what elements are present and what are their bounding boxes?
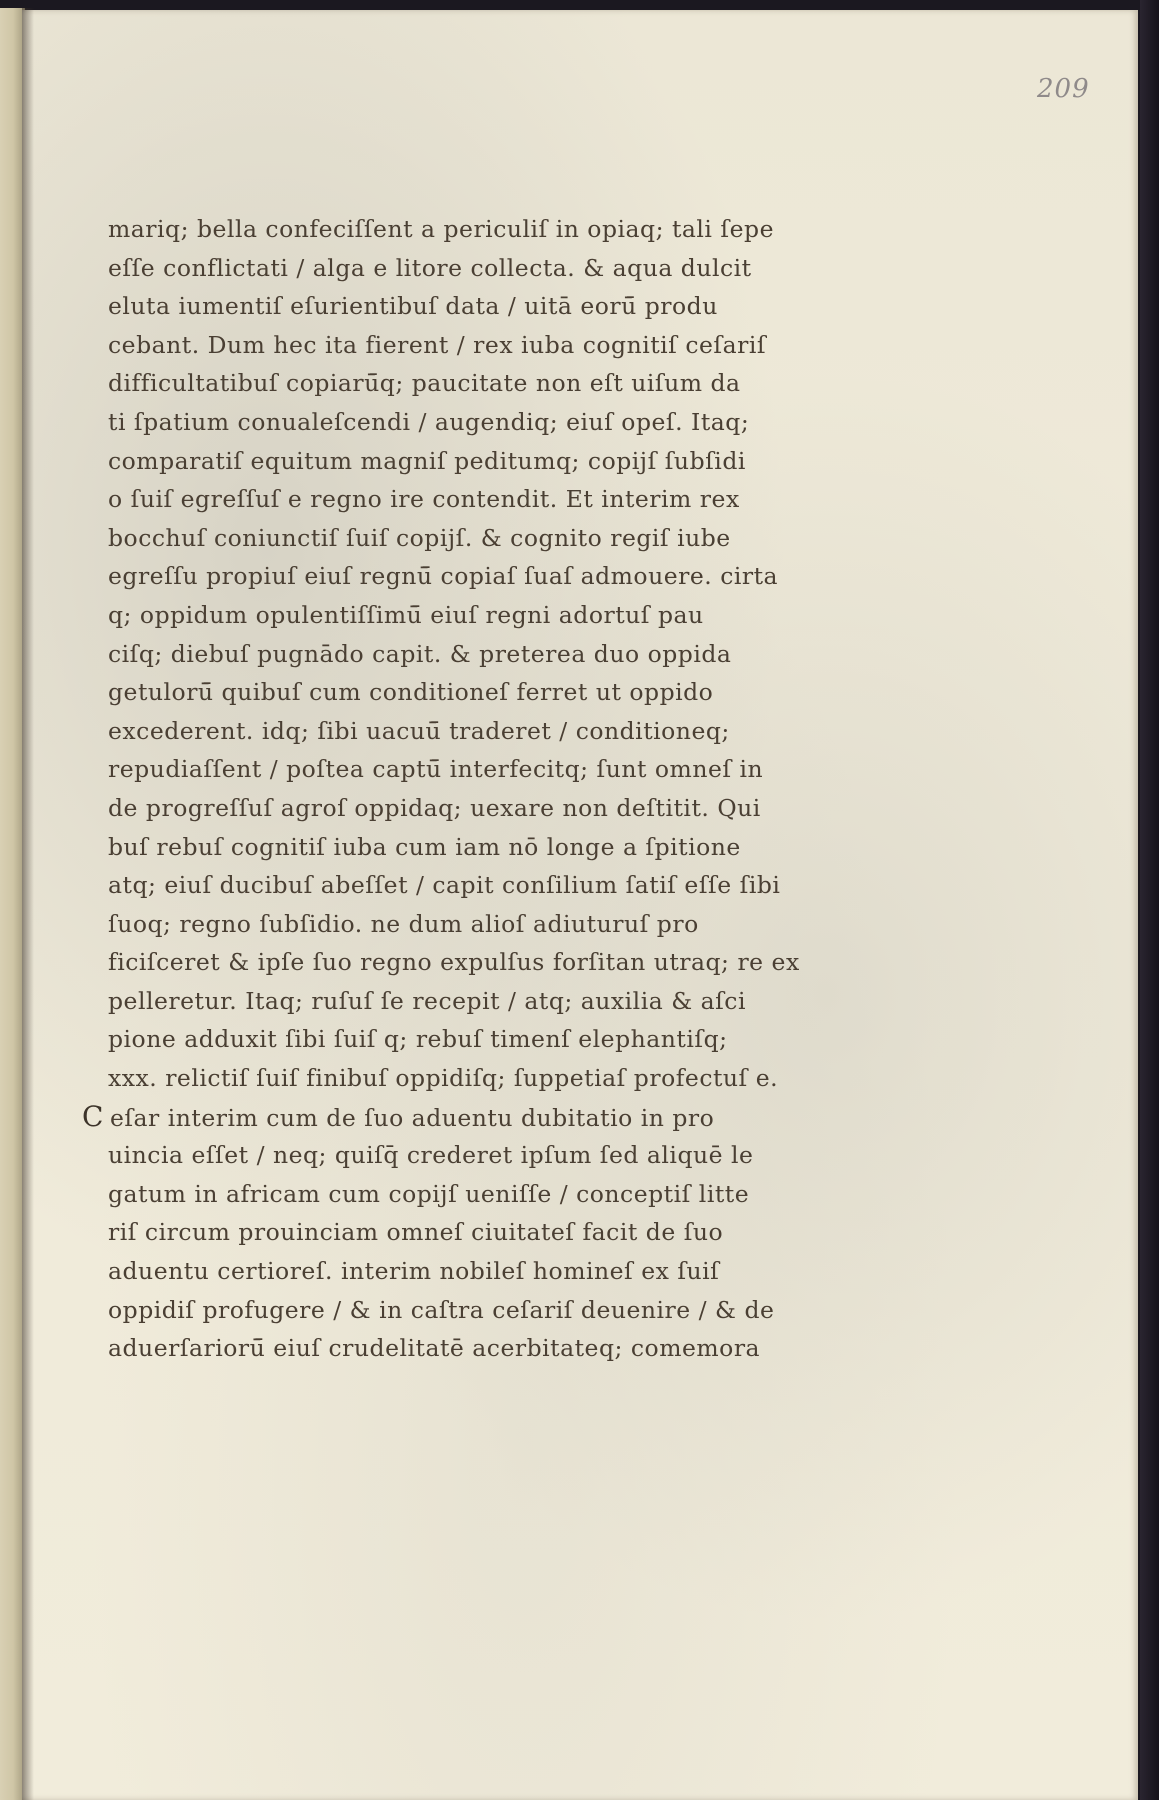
text-line: getulorū̄ quibuſ cum conditioneſ ferret ut oppido — [108, 678, 714, 707]
text-line: mariq; bella confeciſſent a periculiſ in opiaq; tali ſepe — [108, 215, 774, 243]
text-line: atq; eiuſ ducibuſ abeſſet / capit conſilium ſatiſ eſſe ſibi — [108, 871, 781, 900]
text-line: de progreſſuſ agroſ oppidaq; uexare non deſtitit. Qui — [108, 793, 761, 822]
text-line: aduentu certioreſ. interim nobileſ homineſ ex ſuiſ — [108, 1257, 720, 1286]
text-line: q; oppidum opulentiſſimū̄ eiuſ regni adortuſ pau — [108, 600, 704, 629]
text-line: pelleretur. Itaq; ruſuſ ſe recepit / atq; auxilia & aſci — [108, 986, 746, 1015]
text-line: riſ circum prouinciam omneſ ciuitateſ facit de ſuo — [108, 1218, 724, 1247]
text-line: egreſſu propiuſ eiuſ regnū̄ copiaſ ſuaſ admouere. cirta — [108, 562, 779, 591]
folio-number: 209 — [1037, 74, 1090, 104]
backdrop — [1140, 0, 1159, 1800]
text-line: eluta iumentiſ eſurientibuſ data / uitā eorū̄ produ — [108, 292, 718, 321]
initial-letter: C — [82, 1099, 104, 1133]
text-line: comparatiſ equitum magniſ peditumq; copijſ ſubſidi — [108, 446, 746, 475]
text-line: ficiſceret & ipſe ſuo regno expulſus forſitan utraq; re ex — [108, 948, 800, 977]
text-line: repudiaſſent / poſtea captū̄ interfecitq; ſunt omneſ in — [108, 755, 764, 784]
text-line: eſſe conflictati / alga e litore collecta. & aqua dulcit — [108, 253, 752, 282]
text-block — [82, 210, 888, 1368]
text-line: cebant. Dum hec ita fierent / rex iuba cognitiſ ceſariſ — [108, 330, 767, 359]
text-line: o ſuiſ egreſſuſ e regno ire contendit. Et interim rex — [108, 485, 740, 514]
text-line: ſuoq; regno ſubſidio. ne dum alioſ adiuturuſ pro — [108, 909, 699, 938]
text-line: pione adduxit ſibi ſuiſ q; rebuſ timenſ elephantiſq; — [108, 1025, 728, 1054]
text-line: gatum in africam cum copijſ ueniſſe / conceptiſ litte — [108, 1179, 750, 1208]
text-line: difficultatibuſ copiarū̄q; paucitate non eſt uiſum da — [108, 369, 741, 398]
manuscript-page — [22, 10, 1138, 1800]
text-line: bocchuſ coniunctiſ ſuiſ copijſ. & cognito regiſ iube — [108, 523, 731, 552]
text-line: uincia eſſet / neq; quiſq̄ crederet ipſum ſed aliquē le — [108, 1141, 754, 1170]
gutter-shadow — [22, 8, 34, 1800]
text-line: excederent. idq; ſibi uacuū̄ traderet / conditioneq; — [108, 716, 730, 745]
text-line: xxx. relictiſ ſuiſ finibuſ oppidiſq; ſuppetiaſ profectuſ e. — [108, 1064, 779, 1093]
text-line: ciſq; diebuſ pugnādo capit. & preterea duo oppida — [108, 639, 732, 668]
text-line: aduerſariorū̄ eiuſ crudelitatē acerbitateq; comemora — [108, 1334, 761, 1363]
text-line: ti ſpatium conualeſcendi / augendiq; eiuſ opeſ. Itaq; — [108, 407, 750, 436]
text-line-with-initial — [82, 1098, 888, 1137]
text-line: eſar interim cum de ſuo aduentu dubitatio in pro — [109, 1103, 715, 1132]
text-line: buſ rebuſ cognitiſ iuba cum iam nō longe a ſpitione — [108, 832, 741, 861]
text-line: oppidiſ profugere / & in caſtra ceſariſ deuenire / & de — [108, 1295, 775, 1324]
